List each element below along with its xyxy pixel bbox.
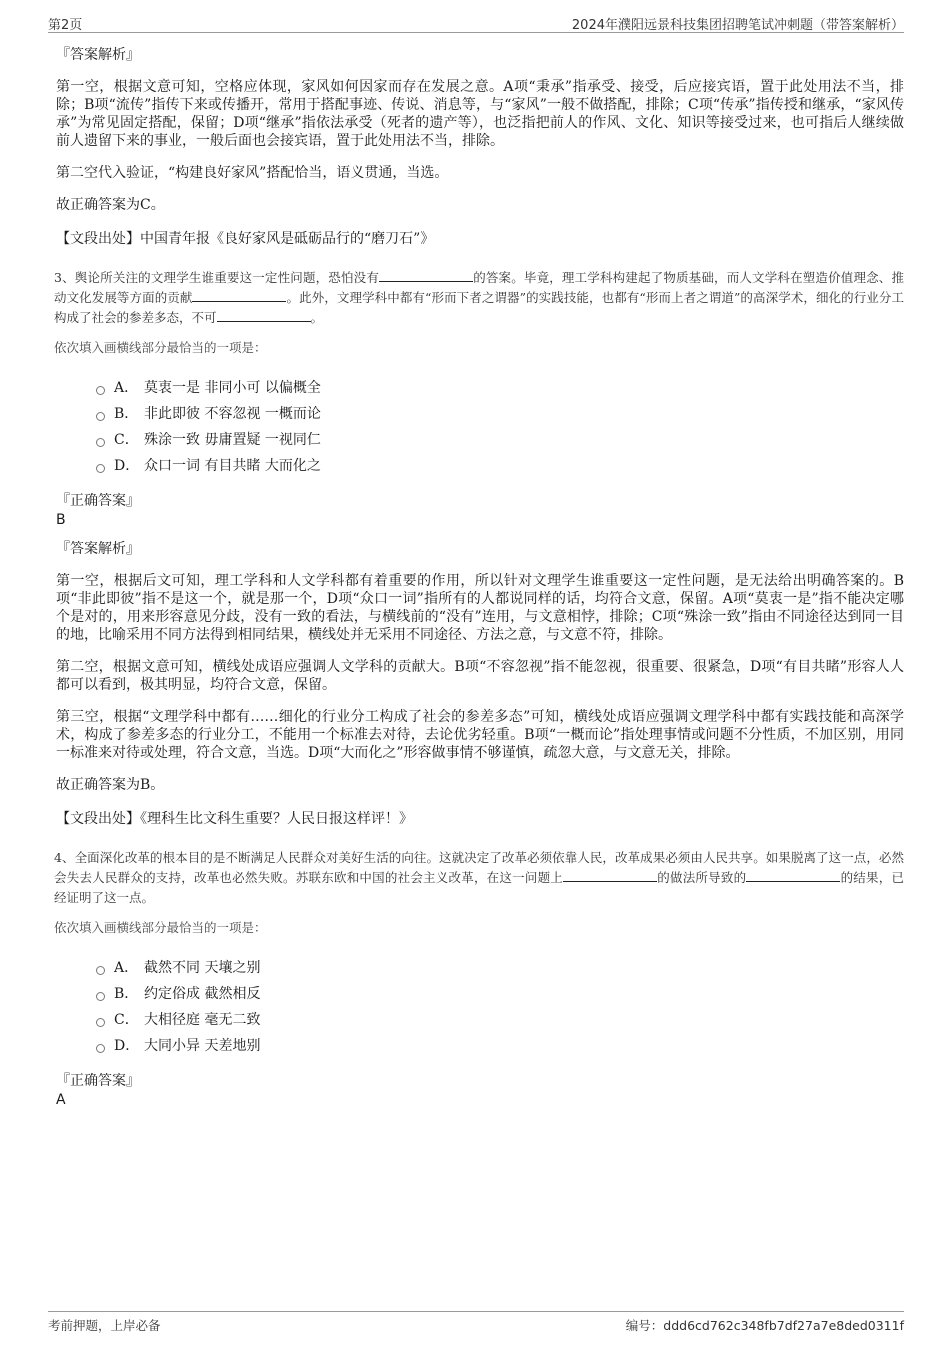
- q4-question-text: 4、全面深化改革的根本目的是不断满足人民群众对美好生活的向往。这就决定了改革必须依靠人民，改革成果必须由人民共享。如果脱离了这一点，必然会失去人民群众的支持，改革也必然失败。苏联东欧和中国的社会主义改革，在这一问题上 的做法所导致的 的结果，已经证明了这一点。: [54, 850, 904, 905]
- q3-analysis-label: 『答案解析』: [56, 541, 140, 557]
- q4-option-b[interactable]: B． 约定俗成 截然相反: [96, 980, 904, 1006]
- q2-analysis-label: 『答案解析』: [56, 47, 140, 63]
- q3-question-text: 3、舆论所关注的文理学生谁重要这一定性问题，恐怕没有 的答案。毕竟，理工学科构建起了物质基础，而人文学科在塑造价值理念、推动文化发展等方面的贡献 。此外，文理学科中都有“形而下者之谓器”的实践技能，也都有“形而上者之谓道”的高深学术，细化的行业分工构成了社会的参差多态，不可 。: [54, 270, 904, 325]
- q3-answer-label: 『正确答案』: [56, 493, 140, 509]
- radio-icon[interactable]: [96, 386, 105, 395]
- q3-blank-3: [217, 308, 311, 322]
- q2-source: 【文段出处】中国青年报《良好家风是砥砺品行的“磨刀石”》: [56, 231, 435, 247]
- q2-analysis-para-1: 第一空，根据文意可知，空格应体现，家风如何因家而存在发展之意。A项“秉承”指承受、接受，后应接宾语，置于此处用法不当，排除；B项“流传”指传下来或传播开，常用于搭配事迹、传说、消息等，与“家风”一般不做搭配，排除；C项“传承”指传授和继承，“家风传承”为常见固定搭配，保留；D项“继承”指依法承受（死者的遗产等），也泛指把前人的作风、文化、知识等接受过来，也可指后人继续做前人遗留下来的事业，一般后面也会接宾语，置于此处用法不当，排除。: [56, 79, 904, 149]
- q3-options: [96, 374, 904, 478]
- q3-analysis-para-1: 第一空，根据后文可知，理工学科和人文学科都有着重要的作用，所以针对文理学生谁重要这一定性问题，是无法给出明确答案的。B项“非此即彼”指不是这一个，就是那一个，D项“众口一词”指所有的人都说同样的话，均符合文意，保留。A项“莫衷一是”指不能决定哪个是对的，用来形容意见分歧，没有一致的看法，与横线前的“没有”连用，与文意相悖，排除；C项“殊涂一致”指由不同途径达到同一目的地，比喻采用不同方法得到相同结果，横线处并无采用不同途径、方法之意，与文意不符，排除。: [56, 573, 904, 643]
- q4-option-d[interactable]: D． 大同小异 天差地别: [96, 1032, 904, 1058]
- q3-source: 【文段出处】《理科生比文科生重要？人民日报这样评！》: [56, 811, 413, 827]
- radio-icon[interactable]: [96, 992, 105, 1001]
- q2-analysis-para-2: 第二空代入验证，“构建良好家风”搭配恰当，语义贯通，当选。: [56, 165, 449, 181]
- q4-blank-2: [746, 868, 840, 882]
- q3-option-c[interactable]: C． 殊涂一致 毋庸置疑 一视同仁: [96, 426, 904, 452]
- q3-analysis-para-3: 第三空，根据“文理学科中都有……细化的行业分工构成了社会的参差多态”可知，横线处成语应强调文理学科中都有实践技能和高深学术，构成了参差多态的行业分工，不能用一个标准去对待，去论优劣轻重。B项“一概而论”指处理事情或问题不分性质，不加区别，用同一标准来对待或处理，符合文意，当选。D项“大而化之”形容做事情不够谨慎，疏忽大意，与文意无关，排除。: [56, 709, 904, 761]
- page-footer: [48, 1311, 904, 1336]
- q4-prompt: 依次填入画横线部分最恰当的一项是：: [54, 920, 267, 935]
- radio-icon[interactable]: [96, 966, 105, 975]
- q4-option-c[interactable]: C． 大相径庭 毫无二致: [96, 1006, 904, 1032]
- document-serial: 编号：ddd6cd762c348fb7df27a7e8ded0311f: [625, 1318, 904, 1333]
- q3-option-a[interactable]: A． 莫衷一是 非同小可 以偏概全: [96, 374, 904, 400]
- radio-icon[interactable]: [96, 464, 105, 473]
- q3-option-d[interactable]: D． 众口一词 有目共睹 大而化之: [96, 452, 904, 478]
- q3-analysis-para-2: 第二空，根据文意可知，横线处成语应强调人文学科的贡献大。B项“不容忽视”指不能忽视，很重要、很紧急，D项“有目共睹”形容人人都可以看到，极其明显，均符合文意，保留。: [56, 659, 904, 693]
- q4-blank-1: [563, 868, 657, 882]
- q4-answer-label: 『正确答案』: [56, 1073, 140, 1089]
- footer-slogan: 考前押题，上岸必备: [48, 1318, 161, 1333]
- page-header: [48, 10, 904, 33]
- page-number: 第2页: [48, 18, 83, 33]
- q3-analysis-para-4: 故正确答案为B。: [56, 777, 165, 793]
- radio-icon[interactable]: [96, 412, 105, 421]
- q3-answer: B: [56, 512, 66, 528]
- q4-option-a[interactable]: A． 截然不同 天壤之别: [96, 954, 904, 980]
- q2-analysis-para-3: 故正确答案为C。: [56, 197, 165, 213]
- radio-icon[interactable]: [96, 1018, 105, 1027]
- radio-icon[interactable]: [96, 438, 105, 447]
- q4-options: [96, 954, 904, 1058]
- q3-blank-2: [192, 288, 286, 302]
- document-title: 2024年濮阳远景科技集团招聘笔试冲刺题（带答案解析）: [571, 18, 904, 33]
- q3-option-b[interactable]: B． 非此即彼 不容忽视 一概而论: [96, 400, 904, 426]
- radio-icon[interactable]: [96, 1044, 105, 1053]
- q4-answer: A: [56, 1092, 66, 1108]
- q3-blank-1: [379, 268, 473, 282]
- q3-prompt: 依次填入画横线部分最恰当的一项是：: [54, 340, 267, 355]
- page-content: [56, 44, 904, 1118]
